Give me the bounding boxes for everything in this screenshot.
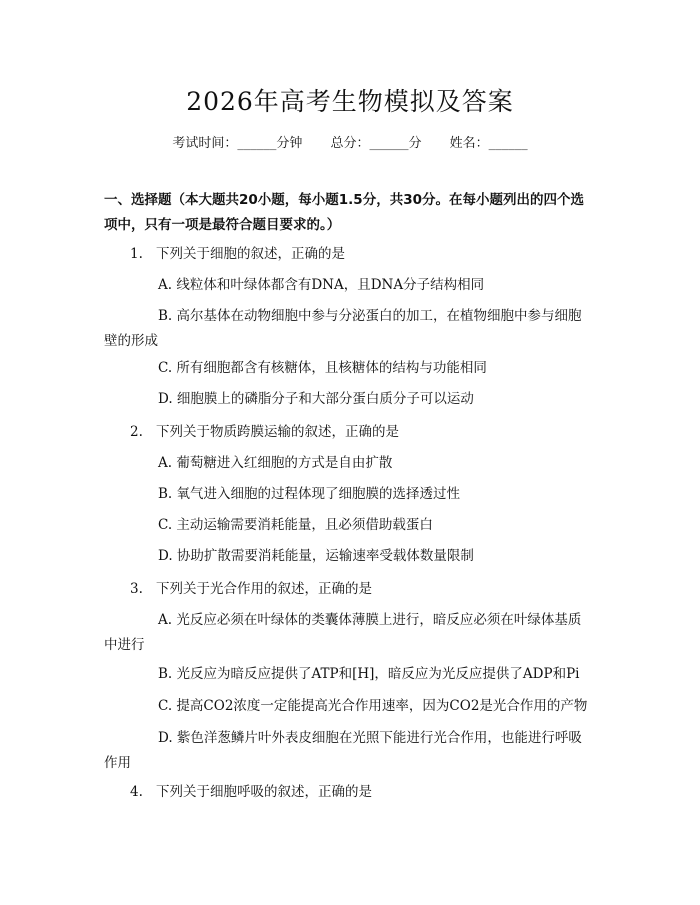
question-1-stem (104, 242, 594, 267)
student-name: 姓名：______ (449, 136, 528, 151)
question-text: 下列关于物质跨膜运输的叙述，正确的是 (156, 424, 399, 440)
exam-time: 考试时间：______分钟 (172, 136, 303, 151)
question-number: 2. (130, 424, 143, 440)
question-3-stem (104, 577, 594, 602)
question-2-option-b: B. 氧气进入细胞的过程体现了细胞膜的选择透过性 (158, 486, 461, 502)
question-2-option-a: A. 葡萄糖进入红细胞的方式是自由扩散 (158, 455, 393, 471)
question-1-option-d: D. 细胞膜上的磷脂分子和大部分蛋白质分子可以运动 (158, 391, 474, 407)
question-3-option-b: B. 光反应为暗反应提供了ATP和[H]，暗反应为光反应提供了ADP和Pi (158, 666, 580, 682)
exam-meta (0, 132, 700, 151)
question-text: 下列关于细胞的叙述，正确的是 (156, 246, 345, 262)
exam-title: 2026年高考生物模拟及答案 (186, 87, 514, 116)
question-1-option-c: C. 所有细胞都含有核糖体，且核糖体的结构与功能相同 (158, 360, 487, 376)
question-1-option-a: A. 线粒体和叶绿体都含有DNA，且DNA分子结构相同 (158, 277, 485, 293)
question-3-option-c: C. 提高CO2浓度一定能提高光合作用速率，因为CO2是光合作用的产物 (158, 698, 588, 714)
question-4-stem (104, 780, 594, 805)
question-2-stem (104, 420, 594, 445)
question-number: 4. (130, 784, 143, 800)
exam-total-score: 总分：______分 (330, 136, 422, 151)
question-text: 下列关于细胞呼吸的叙述，正确的是 (156, 784, 372, 800)
question-number: 1. (130, 246, 143, 262)
question-2-option-c: C. 主动运输需要消耗能量，且必须借助载蛋白 (158, 517, 433, 533)
section-heading: 一、选择题（本大题共20小题，每小题1.5分，共30分。在每小题列出的四个选项中，只有一项是最符合题目要求的。） (104, 192, 584, 233)
question-number: 3. (130, 581, 143, 597)
question-3-option-d: D. 紫色洋葱鳞片叶外表皮细胞在光照下能进行光合作用，也能进行呼吸作用 (104, 730, 582, 771)
question-text: 下列关于光合作用的叙述，正确的是 (156, 581, 372, 597)
question-1-option-b: B. 高尔基体在动物细胞中参与分泌蛋白的加工，在植物细胞中参与细胞壁的形成 (104, 308, 582, 349)
question-2-option-d: D. 协助扩散需要消耗能量，运输速率受载体数量限制 (158, 548, 474, 564)
question-3-option-a: A. 光反应必须在叶绿体的类囊体薄膜上进行，暗反应必须在叶绿体基质中进行 (104, 612, 582, 653)
